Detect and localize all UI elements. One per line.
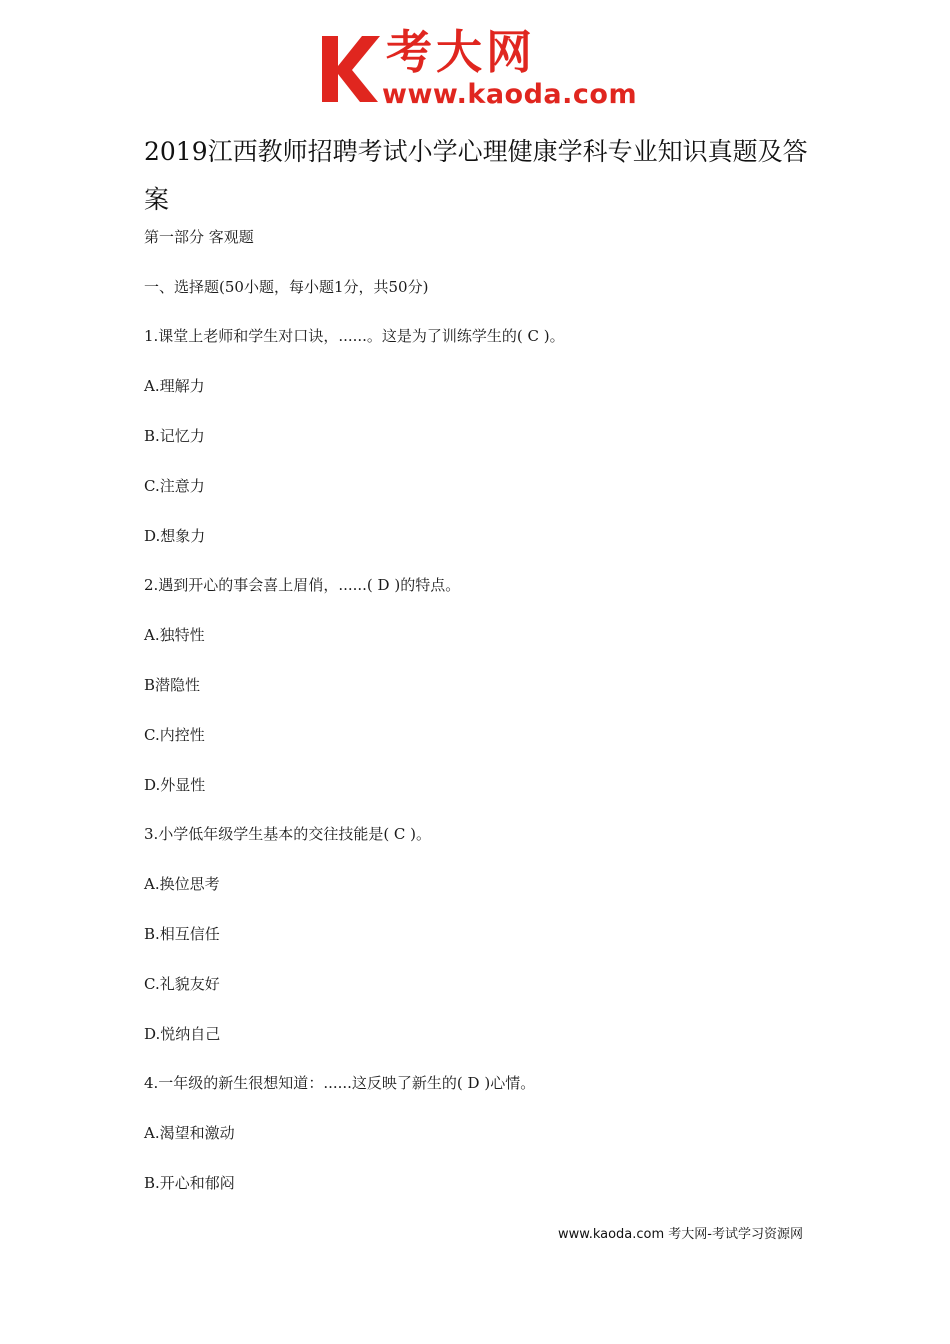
page-footer: www.kaoda.com 考大网-考试学习资源网	[558, 1227, 803, 1242]
option: B.开心和郁闷	[144, 1174, 235, 1192]
option: B.记忆力	[144, 427, 205, 445]
option: C.礼貌友好	[144, 975, 220, 993]
logo-k-icon	[318, 32, 382, 104]
option: D.想象力	[144, 527, 206, 545]
logo-name: 考大网	[386, 25, 536, 79]
option: D.悦纳自己	[144, 1025, 221, 1043]
option: B.相互信任	[144, 925, 220, 943]
question-stem: 4.一年级的新生很想知道：......这反映了新生的( D )心情。	[144, 1074, 536, 1092]
option: A.渴望和激动	[144, 1124, 235, 1142]
question-stem: 2.遇到开心的事会喜上眉俏，......( D )的特点。	[144, 576, 461, 594]
option: A.换位思考	[144, 875, 220, 893]
kaoda-logo	[318, 24, 648, 114]
logo-url: www.kaoda.com	[382, 79, 638, 110]
part-heading: 一、选择题(50小题，每小题1分，共50分)	[144, 278, 429, 296]
option: D.外显性	[144, 776, 206, 794]
option: A.独特性	[144, 626, 205, 644]
document-title: 2019江西教师招聘考试小学心理健康学科专业知识真题及答案	[144, 137, 808, 214]
question-stem: 1.课堂上老师和学生对口诀，......。这是为了训练学生的( C )。	[144, 327, 565, 345]
option: A.理解力	[144, 377, 205, 395]
option: B潜隐性	[144, 676, 201, 694]
question-stem: 3.小学低年级学生基本的交往技能是( C )。	[144, 825, 432, 843]
option: C.内控性	[144, 726, 205, 744]
option: C.注意力	[144, 477, 205, 495]
section-title: 第一部分 客观题	[144, 228, 254, 246]
